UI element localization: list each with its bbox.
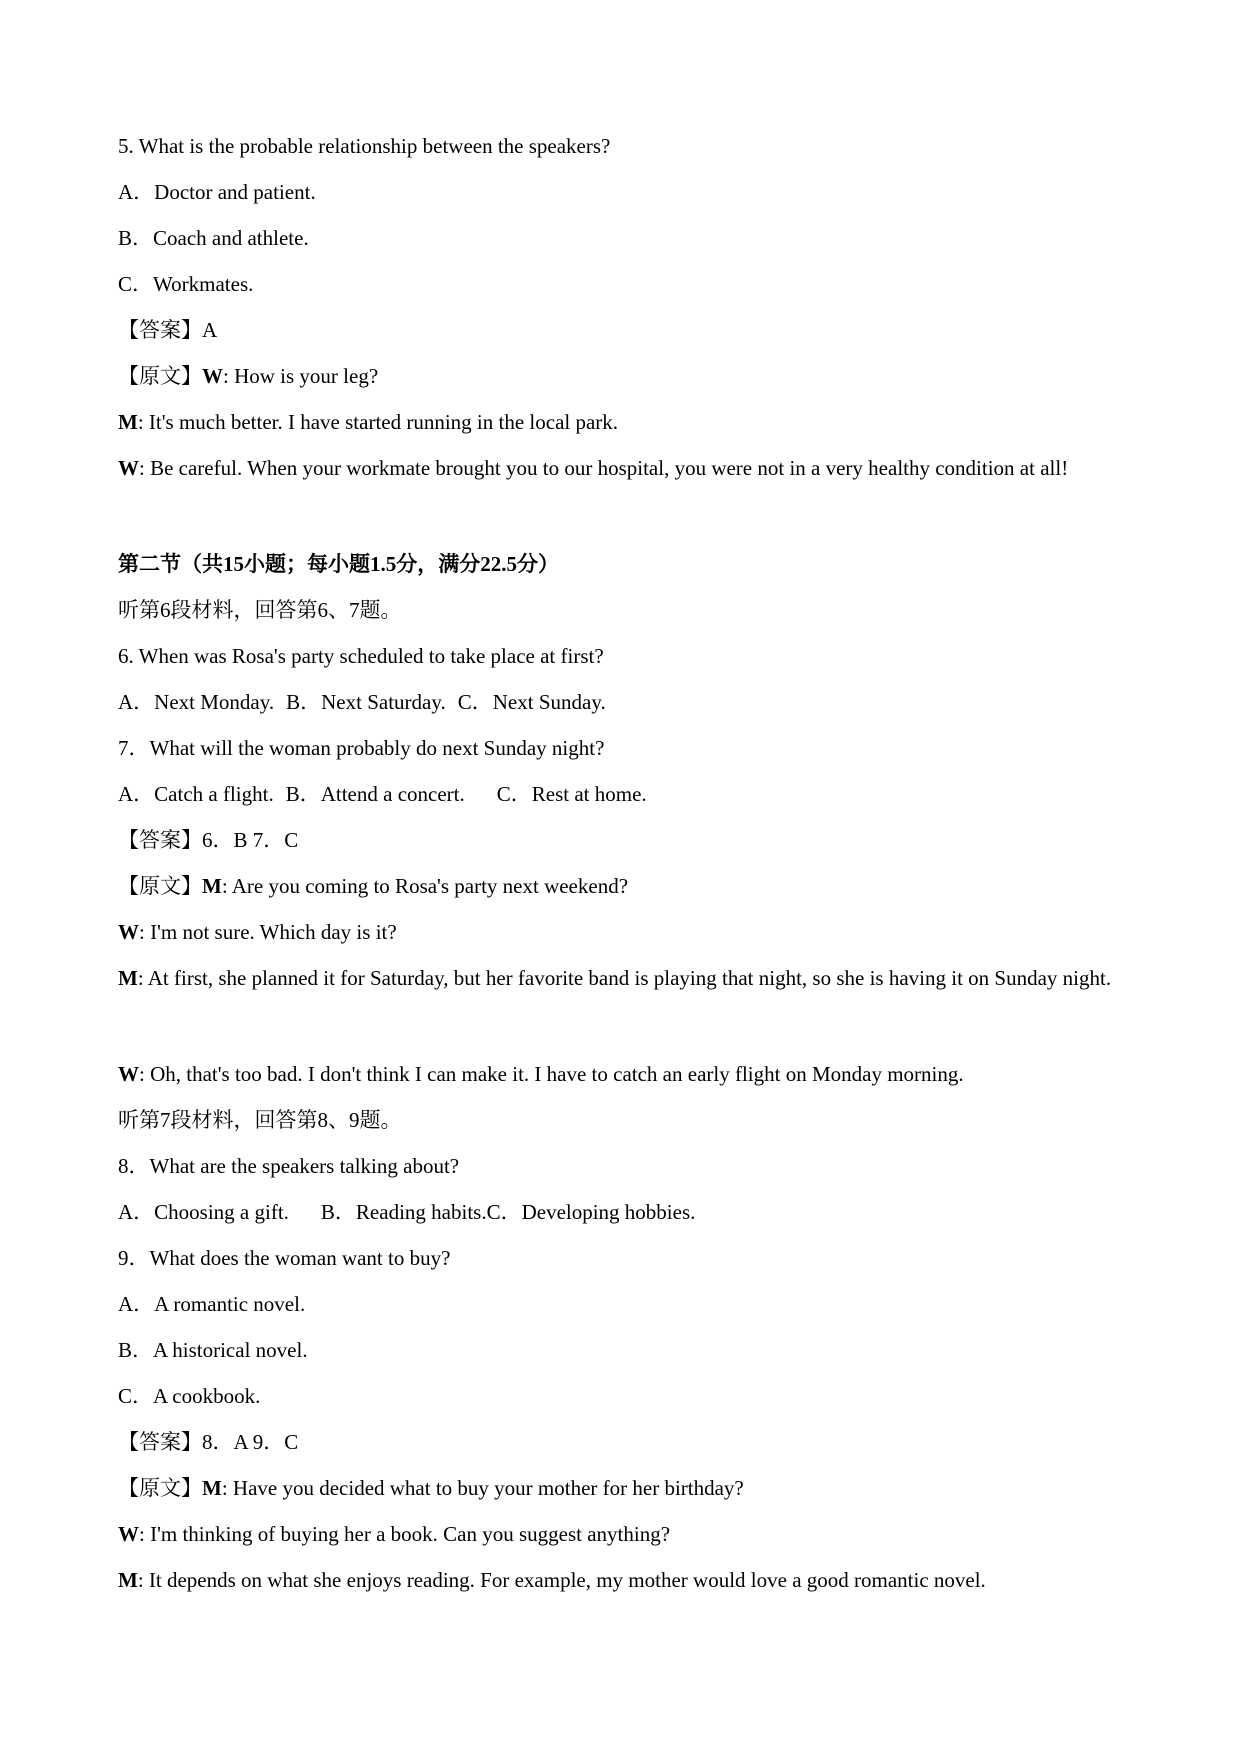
q7-option-c: C．Rest at home. (496, 782, 647, 806)
q5-option-c: C．Workmates. (118, 272, 254, 296)
q9-option-a: A．A romantic novel. (118, 1292, 306, 1316)
question-9: 9．What does the woman want to buy? (118, 1246, 451, 1270)
q8-option-b: B．Reading habits. (320, 1200, 487, 1224)
question-8: 8．What are the speakers talking about? (118, 1154, 460, 1178)
m6-transcript-line-2 (118, 918, 397, 946)
m6-transcript-line-3 (118, 954, 1128, 1002)
speaker: M (118, 966, 138, 990)
q6-option-a: A．Next Monday. (118, 690, 275, 714)
utterance: : How is your leg? (223, 364, 379, 388)
m6-transcript-line-4 (118, 1060, 964, 1088)
utterance: : Have you decided what to buy your mother for her birthday? (221, 1476, 744, 1500)
speaker: M (118, 1568, 138, 1592)
utterance: : Be careful. When your workmate brought you to our hospital, you were not in a very healthy condition at all! (139, 456, 1069, 480)
answer-label: 【答案】 (118, 318, 202, 342)
q5-transcript-line-3 (118, 444, 1128, 492)
q7-options (118, 780, 647, 808)
answer-value: 8．A 9．C (202, 1430, 299, 1454)
q8-option-c: C．Developing hobbies. (486, 1200, 696, 1224)
q9-option-b: B．A historical novel. (118, 1338, 308, 1362)
utterance: : It depends on what she enjoys reading. For example, my mother would love a good romantic novel. (137, 1568, 986, 1592)
m7-transcript-line-2 (118, 1520, 670, 1548)
answer-label: 【答案】 (118, 1430, 202, 1454)
q7-option-b: B．Attend a concert. (285, 782, 465, 806)
section-heading: 第二节（共15小题；每小题1.5分，满分22.5分） (118, 552, 559, 576)
speaker: W (118, 1522, 139, 1546)
q7-option-a: A．Catch a flight. (118, 782, 274, 806)
question-7: 7．What will the woman probably do next Sunday night? (118, 736, 605, 760)
utterance: : I'm thinking of buying her a book. Can you suggest anything? (139, 1522, 671, 1546)
m7-transcript-line-1 (118, 1474, 744, 1502)
utterance: : Are you coming to Rosa's party next weekend? (221, 874, 629, 898)
question-5: 5. What is the probable relationship between the speakers? (118, 134, 611, 158)
question-6: 6. When was Rosa's party scheduled to take place at first? (118, 644, 604, 668)
m7-transcript-line-3 (118, 1566, 986, 1594)
utterance: : It's much better. I have started running in the local park. (137, 410, 619, 434)
speaker: W (118, 920, 139, 944)
answer-value: A (202, 318, 218, 342)
transcript-label: 【原文】 (118, 364, 202, 388)
speaker: W (202, 364, 223, 388)
transcript-label: 【原文】 (118, 1476, 202, 1500)
speaker: W (118, 456, 139, 480)
q5-transcript-line-1 (118, 362, 378, 390)
speaker: W (118, 1062, 139, 1086)
q5-answer (118, 316, 217, 344)
utterance: : At first, she planned it for Saturday, but her favorite band is playing that night, so she is having it on Sunday night. (137, 966, 1112, 990)
material-6-intro: 听第6段材料，回答第6、7题。 (118, 598, 402, 622)
speaker: M (202, 1476, 222, 1500)
answer-label: 【答案】 (118, 828, 202, 852)
m6-transcript-line-1 (118, 872, 628, 900)
q6-option-c: C．Next Sunday. (457, 690, 606, 714)
q9-option-c: C．A cookbook. (118, 1384, 261, 1408)
utterance: : I'm not sure. Which day is it? (139, 920, 397, 944)
q5-option-a: A．Doctor and patient. (118, 180, 316, 204)
m7-answer (118, 1428, 298, 1456)
q8-option-a: A．Choosing a gift. (118, 1200, 289, 1224)
speaker: M (202, 874, 222, 898)
q5-option-b: B．Coach and athlete. (118, 226, 309, 250)
utterance: : Oh, that's too bad. I don't think I can make it. I have to catch an early flight on Monday morning. (139, 1062, 964, 1086)
transcript-label: 【原文】 (118, 874, 202, 898)
m6-answer (118, 826, 298, 854)
q5-transcript-line-2 (118, 408, 618, 436)
answer-value: 6．B 7．C (202, 828, 299, 852)
q6-option-b: B．Next Saturday. (286, 690, 446, 714)
speaker: M (118, 410, 138, 434)
material-7-intro: 听第7段材料，回答第8、9题。 (118, 1108, 402, 1132)
q6-options (118, 688, 606, 716)
q8-options (118, 1198, 695, 1226)
